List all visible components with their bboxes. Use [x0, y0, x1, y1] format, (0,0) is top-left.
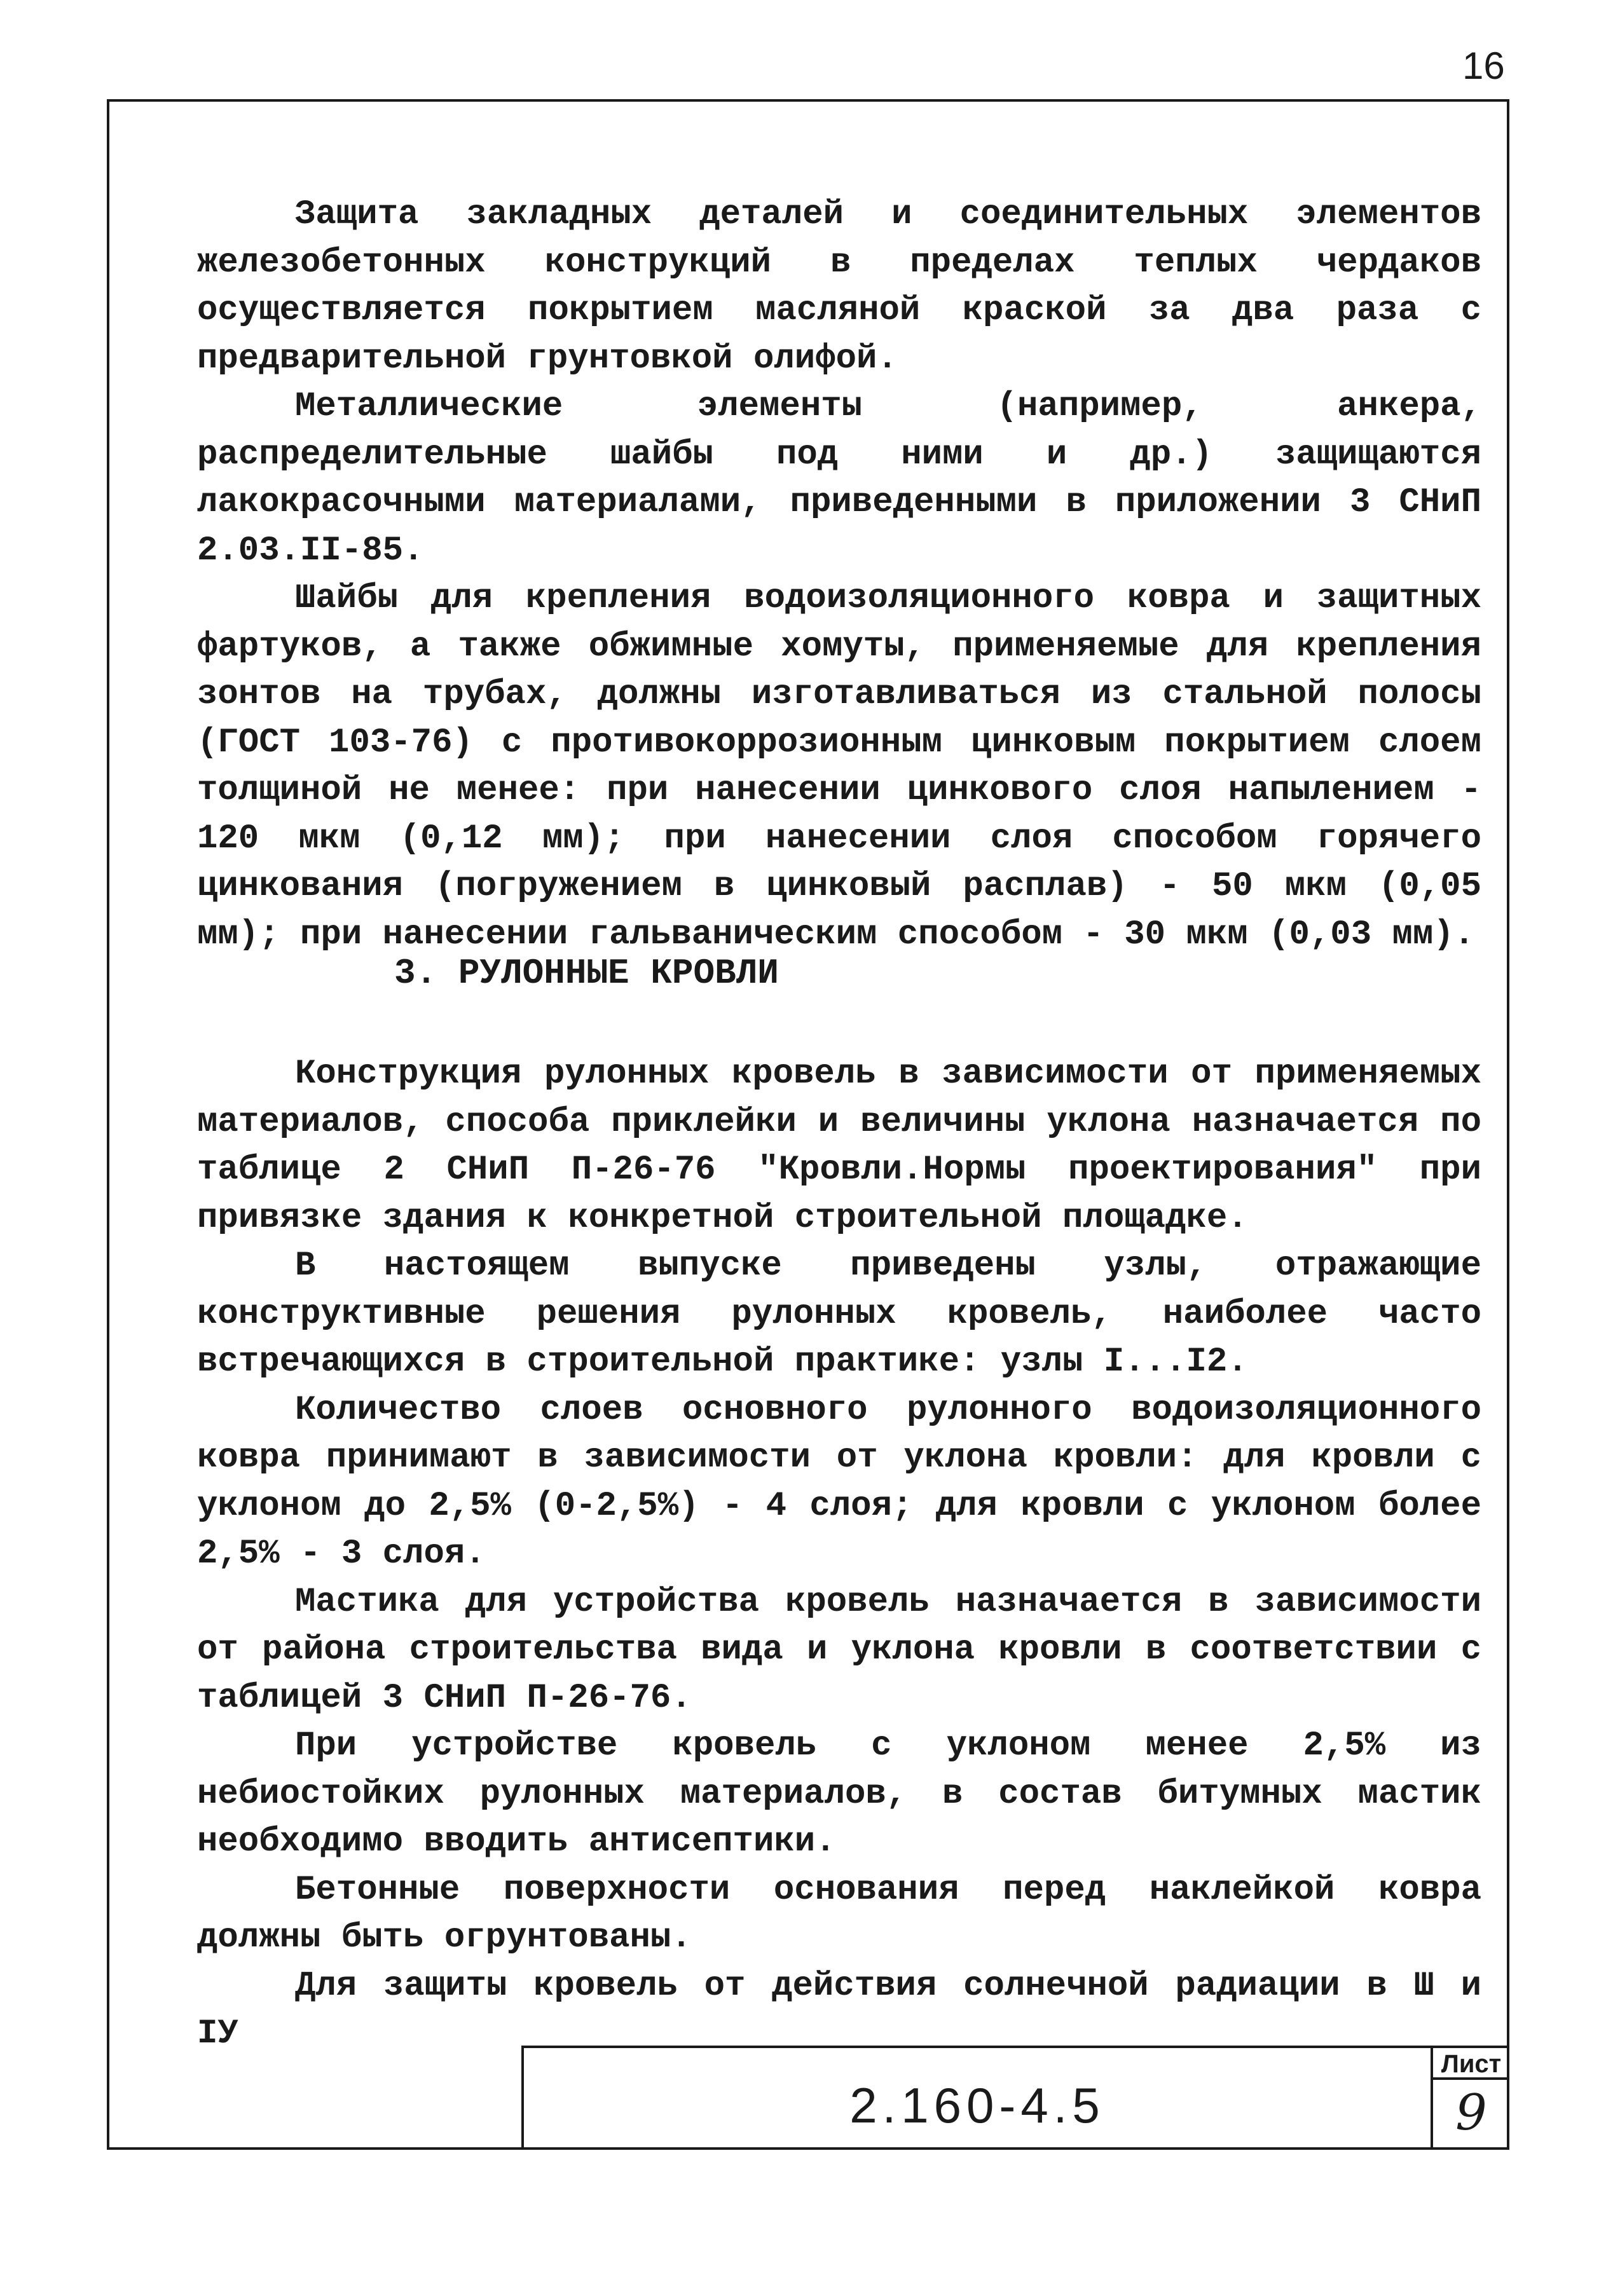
sheet-number: 9 [1455, 2084, 1487, 2142]
paragraph: Для защиты кровель от действия солнечной радиации в Ш и IУ [197, 1966, 1481, 2053]
page-number: 16 [1462, 44, 1505, 87]
paragraph: Защита закладных деталей и соединительных элементов железобетонных конструкций в пределах теплых чердаков осуществляется покрытием масляной краской за два раза с предварительной грунтовкой олифой. [197, 195, 1481, 378]
section-heading: 3. РУЛОННЫЕ КРОВЛИ [394, 953, 779, 994]
intro-text-block [197, 191, 1481, 959]
paragraph: Металлические элементы (например, анкера, распределительные шайбы под ними и др.) защищаются лакокрасочными материалами, приведенными в приложении 3 СНиП 2.03.II-85. [197, 387, 1481, 570]
sheet-cell [1431, 2048, 1509, 2150]
paragraph: Количество слоев основного рулонного водоизоляционного ковра принимают в зависимости от уклона кровли: для кровли с уклоном до 2,5% (0-2,5%) - 4 слоя; для кровли с уклоном более 2,5% - 3 слоя. [197, 1390, 1481, 1573]
paragraph: Шайбы для крепления водоизоляционного ковра и защитных фартуков, а также обжимные хомуты, применяемые для крепления зонтов на трубах, должны изготавливаться из стальной полосы (ГОСТ 103-76) с противокоррозионным цинковым покрытием слоем толщиной не менее: при нанесении цинкового слоя напылением - 120 мкм (0,12 мм); при нанесении слоя способом горячего цинкования (погружением в цинковый расплав) - 50 мкм (0,05 мм); при нанесении гальваническим способом - 30 мкм (0,03 мм). [197, 579, 1481, 954]
sheet-label: Лист [1433, 2048, 1509, 2080]
paragraph: Мастика для устройства кровель назначается в зависимости от района строительства вида и уклона кровли в соответствии с таблицей 3 СНиП П-26-76. [197, 1582, 1481, 1718]
paragraph: Бетонные поверхности основания перед наклейкой ковра должны быть огрунтованы. [197, 1870, 1481, 1957]
title-block [521, 2046, 1509, 2150]
paragraph: В настоящем выпуске приведены узлы, отражающие конструктивные решения рулонных кровель, наиболее часто встречающихся в строительной практике: узлы I...I2. [197, 1247, 1481, 1381]
paragraph: При устройстве кровель с уклоном менее 2,5% из небиостойких рулонных материалов, в состав битумных мастик необходимо вводить антисептики. [197, 1726, 1481, 1861]
document-code: 2.160-4.5 [849, 2077, 1105, 2133]
paragraph: Конструкция рулонных кровель в зависимости от применяемых материалов, способа приклейки и величины уклона назначается по таблице 2 СНиП П-26-76 "Кровли.Нормы проектирования" при привязке здания к конкретной строительной площадке. [197, 1055, 1481, 1238]
section-text-block [197, 1050, 1481, 2058]
